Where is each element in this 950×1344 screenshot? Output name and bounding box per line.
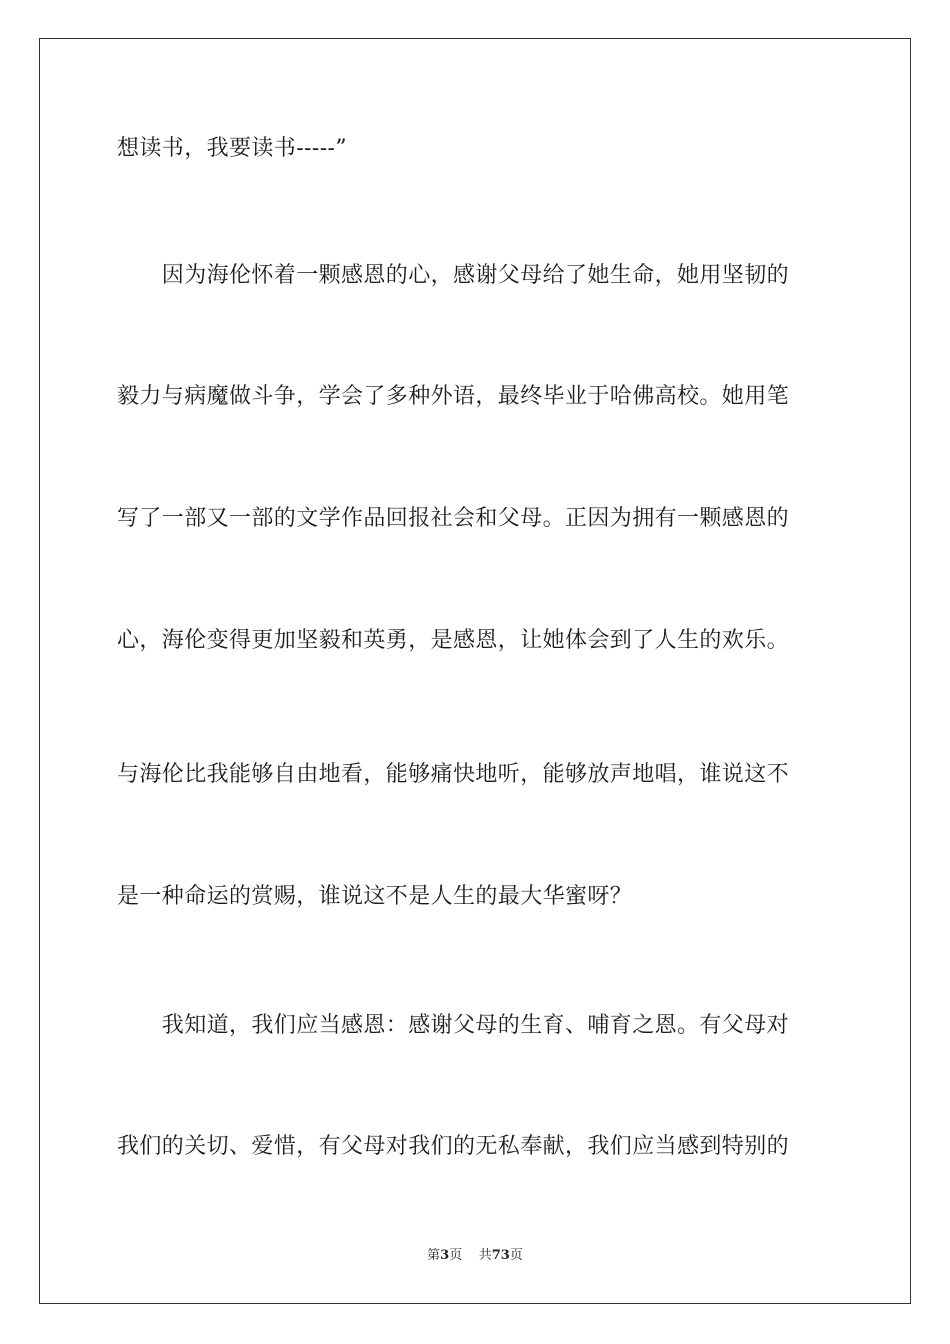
- body-text-line: 写了一部又一部的文学作品回报社会和父母。正因为拥有一颗感恩的: [117, 506, 790, 531]
- body-text-line: 因为海伦怀着一颗感恩的心，感谢父母给了她生命，她用坚韧的: [117, 263, 790, 288]
- body-text-line: 心，海伦变得更加坚毅和英勇，是感恩，让她体会到了人生的欢乐。: [117, 628, 790, 653]
- total-pages: 73: [491, 1248, 510, 1263]
- body-text-line: 我们的关切、爱惜，有父母对我们的无私奉献，我们应当感到特别的: [117, 1134, 790, 1159]
- total-label-suffix: 页: [509, 1248, 523, 1263]
- page-label-suffix: 页: [449, 1248, 463, 1263]
- body-text-line: 毅力与病魔做斗争，学会了多种外语，最终毕业于哈佛高校。她用笔: [117, 384, 790, 409]
- total-label-prefix: 共: [478, 1248, 492, 1263]
- page-border: [39, 38, 911, 1304]
- body-text-line: 我知道，我们应当感恩：感谢父母的生育、哺育之恩。有父母对: [117, 1013, 790, 1038]
- page-footer: [0, 1247, 950, 1265]
- body-text-line: 与海伦比我能够自由地看，能够痛快地听，能够放声地唱，谁说这不: [117, 762, 790, 787]
- page-label-prefix: 第: [427, 1248, 441, 1263]
- page-number: 3: [440, 1248, 450, 1263]
- body-text-line: 是一种命运的赏赐，谁说这不是人生的最大华蜜呀？: [117, 884, 633, 909]
- body-text-line: 想读书，我要读书-----”: [117, 136, 348, 161]
